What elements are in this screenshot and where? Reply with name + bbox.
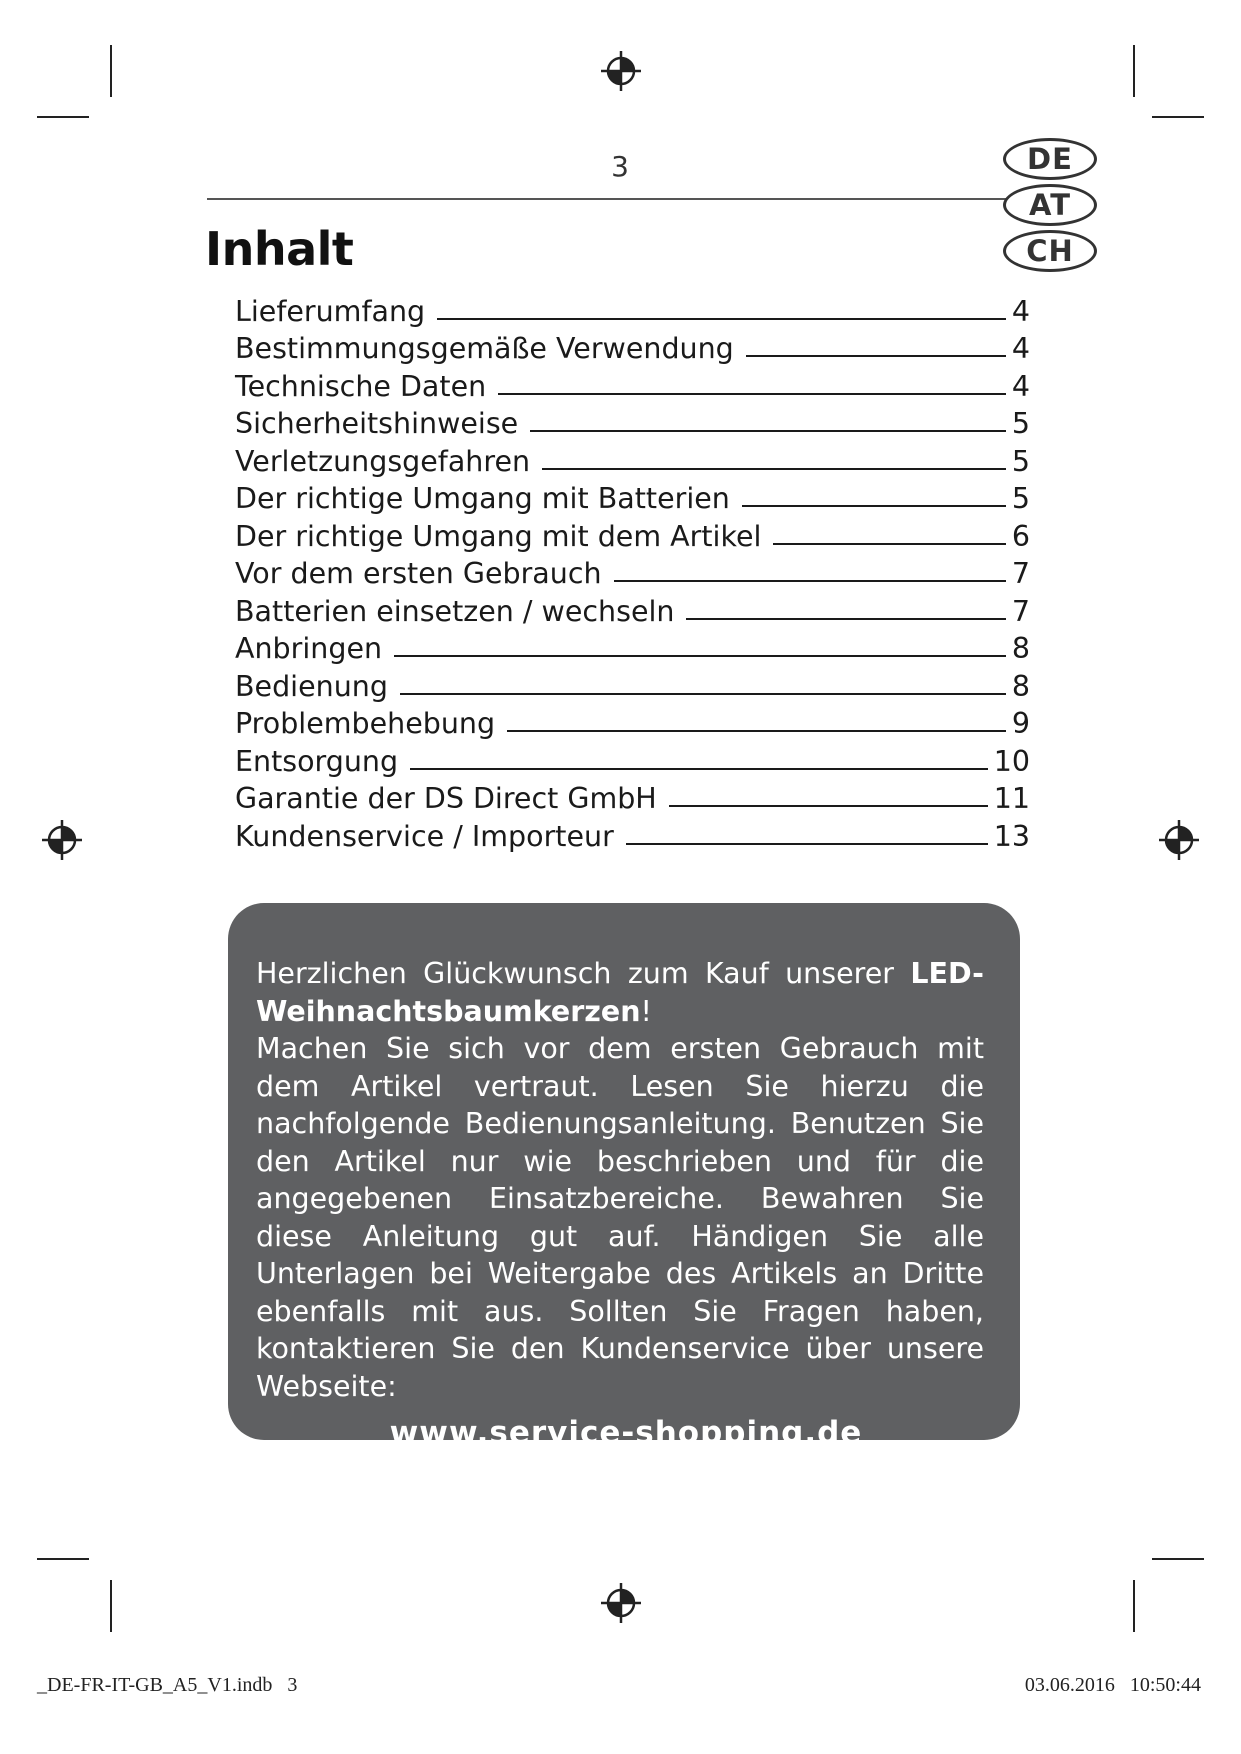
toc-label: Lieferumfang — [235, 294, 426, 328]
website-link[interactable]: www.service-shopping.de — [389, 1415, 863, 1451]
toc-label: Sicherheitshinweise — [235, 407, 519, 440]
toc-entry[interactable] — [235, 515, 1030, 553]
toc-leader — [394, 655, 1006, 657]
toc-leader — [400, 693, 1006, 695]
toc-entry[interactable] — [235, 553, 1030, 591]
crop-mark — [110, 45, 112, 97]
toc-entry[interactable] — [235, 590, 1030, 628]
toc-leader — [542, 468, 1006, 470]
toc-label: Entsorgung — [235, 744, 399, 778]
footer-file-name: _DE-FR-IT-GB_A5_V1.indb 3 — [37, 1674, 298, 1696]
intro-body: Machen Sie sich vor dem ersten Gebrauch mit dem Artikel vertraut. Lesen Sie hierzu die nachfolgende Bedienungsanleitung. Benutzen Sie den Artikel nur wie beschrieben und für die angegebenen Einsatzbereiche. Bewahren Sie diese Anleitung gut auf. Händigen Sie alle Unterlagen bei Weitergabe des Artikels an Dritte ebenfalls mit aus. Sollten Sie Fragen haben, kontaktieren Sie den Kundenservice über unsere Webseite: — [256, 1032, 984, 1403]
toc-label: Technische Daten — [235, 369, 487, 403]
toc-leader — [498, 393, 1006, 395]
toc-entry[interactable] — [235, 365, 1030, 403]
table-of-contents — [235, 290, 1030, 853]
toc-entry[interactable] — [235, 665, 1030, 703]
toc-page-number: 8 — [1011, 669, 1030, 703]
product-name-part2: Weihnachtsbaumkerzen — [256, 994, 641, 1028]
greeting-text: Herzlichen Glückwunsch zum Kauf unserer — [256, 957, 894, 990]
registration-mark-icon — [599, 1581, 643, 1625]
country-badges — [1003, 138, 1103, 276]
toc-entry[interactable] — [235, 440, 1030, 478]
toc-page-number: 4 — [1011, 294, 1030, 328]
greeting-line-2 — [256, 993, 984, 1031]
greeting-line — [256, 955, 984, 993]
toc-entry[interactable] — [235, 478, 1030, 516]
toc-page-number: 7 — [1011, 594, 1030, 628]
toc-leader — [614, 580, 1006, 582]
toc-label: Vor dem ersten Gebrauch — [235, 557, 602, 590]
page-title: Inhalt — [205, 222, 354, 276]
exclamation: ! — [640, 994, 652, 1028]
toc-label: Garantie der DS Direct GmbH — [235, 782, 657, 815]
footer-timestamp: 03.06.2016 10:50:44 — [1024, 1674, 1201, 1696]
toc-label: Problembehebung — [235, 707, 496, 740]
toc-page-number: 6 — [1011, 519, 1030, 553]
registration-mark-icon — [1157, 818, 1201, 862]
toc-entry[interactable] — [235, 815, 1030, 853]
toc-leader — [742, 505, 1006, 507]
toc-leader — [686, 618, 1005, 620]
country-badge-ch: CH — [1003, 230, 1097, 272]
toc-entry[interactable] — [235, 703, 1030, 741]
crop-mark — [37, 116, 89, 118]
header-rule — [207, 198, 1022, 200]
toc-entry[interactable] — [235, 628, 1030, 666]
toc-entry[interactable] — [235, 290, 1030, 328]
toc-leader — [626, 843, 988, 845]
toc-page-number: 5 — [1011, 444, 1030, 478]
toc-page-number: 9 — [1011, 707, 1030, 740]
toc-leader — [437, 318, 1006, 320]
page-number: 3 — [611, 150, 629, 183]
toc-label: Der richtige Umgang mit dem Artikel — [235, 519, 762, 553]
crop-mark — [37, 1558, 89, 1560]
toc-label: Kundenservice / Importeur — [235, 819, 614, 853]
toc-page-number: 13 — [993, 819, 1030, 853]
intro-box — [228, 903, 1020, 1451]
country-badge-de: DE — [1003, 138, 1097, 180]
toc-entry[interactable] — [235, 740, 1030, 778]
toc-leader — [530, 430, 1006, 432]
toc-label: Bedienung — [235, 669, 388, 703]
toc-leader — [669, 805, 988, 807]
toc-label: Der richtige Umgang mit Batterien — [235, 482, 730, 515]
registration-mark-icon — [599, 49, 643, 93]
toc-leader — [410, 768, 988, 770]
toc-page-number: 4 — [1011, 332, 1030, 365]
toc-entry[interactable] — [235, 403, 1030, 441]
toc-entry[interactable] — [235, 328, 1030, 366]
toc-page-number: 5 — [1011, 482, 1030, 515]
toc-page-number: 4 — [1011, 369, 1030, 403]
toc-label: Verletzungsgefahren — [235, 444, 531, 478]
toc-page-number: 11 — [993, 782, 1030, 815]
toc-page-number: 7 — [1011, 557, 1030, 590]
crop-mark — [1133, 1580, 1135, 1632]
toc-leader — [507, 730, 1006, 732]
crop-mark — [1152, 1558, 1204, 1560]
toc-leader — [746, 355, 1006, 357]
toc-entry[interactable] — [235, 778, 1030, 816]
toc-page-number: 10 — [993, 744, 1030, 778]
crop-mark — [1152, 116, 1204, 118]
toc-page-number: 5 — [1011, 407, 1030, 440]
registration-mark-icon — [40, 818, 84, 862]
crop-mark — [1133, 45, 1135, 97]
toc-page-number: 8 — [1011, 632, 1030, 665]
product-name-part1: LED- — [910, 957, 985, 990]
country-badge-at: AT — [1003, 184, 1097, 226]
toc-label: Bestimmungsgemäße Verwendung — [235, 332, 734, 365]
toc-leader — [773, 543, 1005, 545]
toc-label: Batterien einsetzen / wechseln — [235, 594, 675, 628]
toc-label: Anbringen — [235, 632, 383, 665]
crop-mark — [110, 1580, 112, 1632]
